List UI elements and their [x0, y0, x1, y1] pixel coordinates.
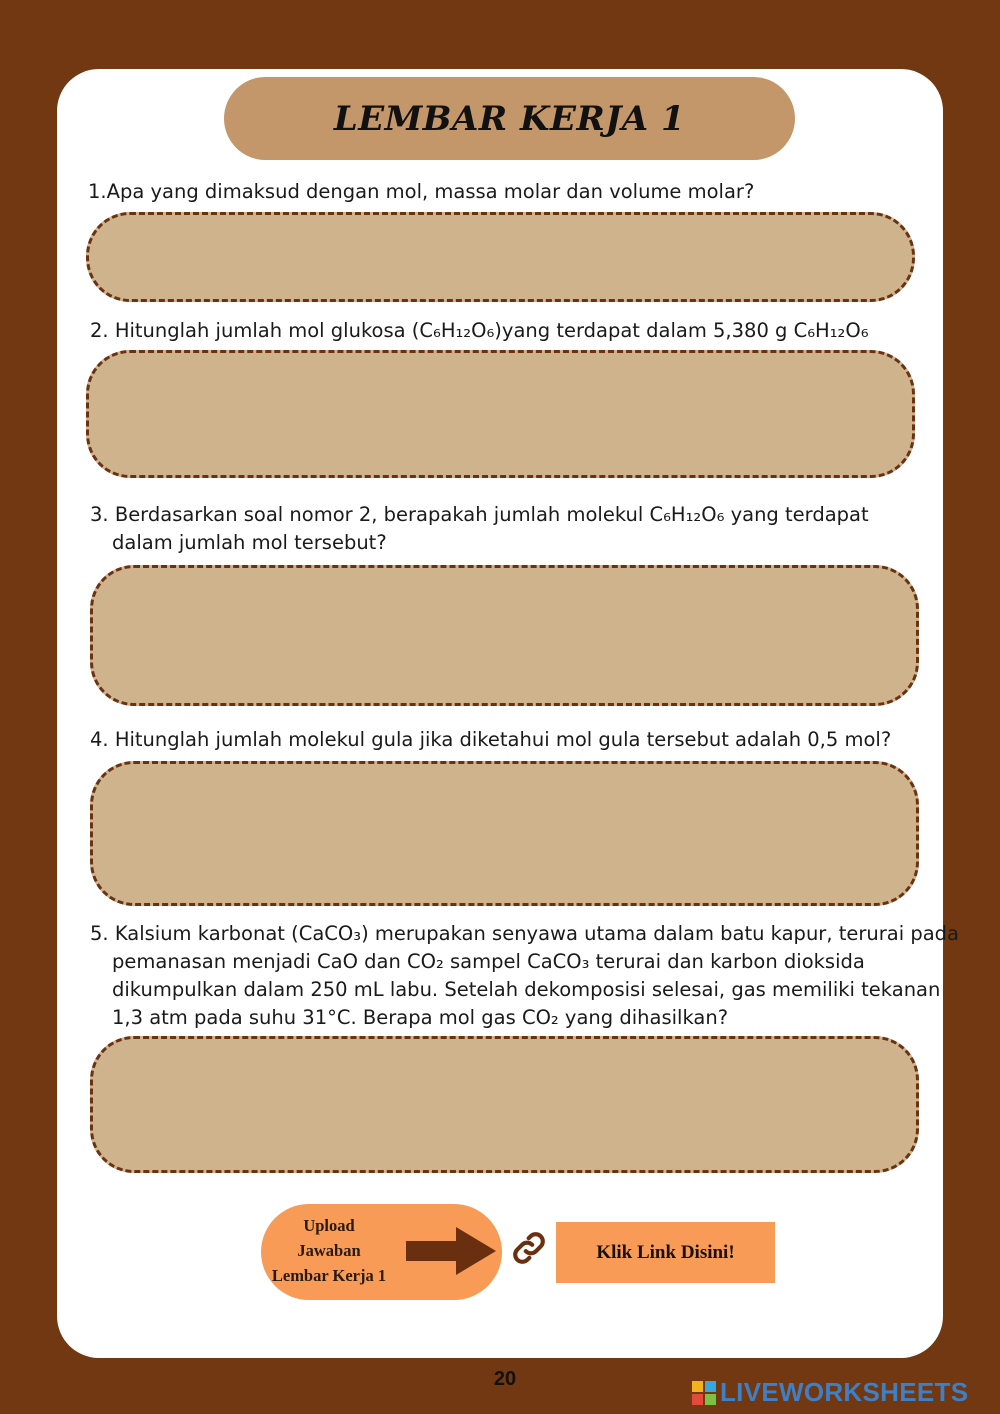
- upload-line: Lembar Kerja 1: [271, 1266, 387, 1285]
- question-1: [88, 178, 754, 206]
- question-text-line: dalam jumlah mol tersebut?: [112, 531, 387, 554]
- link-button[interactable]: Klik Link Disini!: [556, 1222, 775, 1283]
- question-5: [90, 920, 959, 1032]
- question-text-line: Kalsium karbonat (CaCO₃) merupakan senyawa utama dalam batu kapur, terurai pada: [114, 922, 959, 945]
- question-text-line: dikumpulkan dalam 250 mL labu. Setelah dekomposisi selesai, gas memiliki tekanan: [112, 978, 941, 1001]
- question-number: 3.: [90, 503, 109, 526]
- question-4: [90, 726, 891, 754]
- question-number: 5.: [90, 922, 109, 945]
- question-number: 1.: [88, 180, 107, 203]
- question-3: [90, 501, 869, 557]
- upload-line: Jawaban: [297, 1241, 361, 1260]
- upload-line: Upload: [303, 1216, 355, 1235]
- question-text-line: 1,3 atm pada suhu 31°C. Berapa mol gas CO₂ yang dihasilkan?: [112, 1006, 729, 1029]
- question-2: [90, 317, 869, 345]
- link-icon: [510, 1229, 548, 1267]
- question-text-line: pemanasan menjadi CaO dan CO₂ sampel CaCO₃ terurai dan karbon dioksida: [112, 950, 865, 973]
- answer-box-4[interactable]: [90, 761, 919, 906]
- answer-box-1[interactable]: [86, 212, 915, 302]
- answer-box-2[interactable]: [86, 350, 915, 478]
- liveworksheets-logo: [692, 1377, 968, 1408]
- question-text: Hitunglah jumlah mol glukosa (C₆H₁₂O₆)yang terdapat dalam 5,380 g C₆H₁₂O₆: [114, 319, 869, 342]
- page-title: LEMBAR KERJA 1: [333, 98, 686, 139]
- question-text: Hitunglah jumlah molekul gula jika diketahui mol gula tersebut adalah 0,5 mol?: [114, 728, 892, 751]
- arrow-right-icon: [404, 1225, 498, 1277]
- logo-grid-icon: [692, 1381, 716, 1405]
- question-text: Apa yang dimaksud dengan mol, massa molar dan volume molar?: [106, 180, 755, 203]
- answer-box-5[interactable]: [90, 1036, 919, 1173]
- question-number: 4.: [90, 728, 109, 751]
- page-number: 20: [493, 1368, 517, 1390]
- brand-text: LIVEWORKSHEETS: [720, 1377, 969, 1407]
- question-number: 2.: [90, 319, 109, 342]
- title-banner: [224, 77, 795, 160]
- question-text-line: Berdasarkan soal nomor 2, berapakah jumlah molekul C₆H₁₂O₆ yang terdapat: [114, 503, 869, 526]
- answer-box-3[interactable]: [90, 565, 919, 706]
- upload-label: [270, 1213, 388, 1288]
